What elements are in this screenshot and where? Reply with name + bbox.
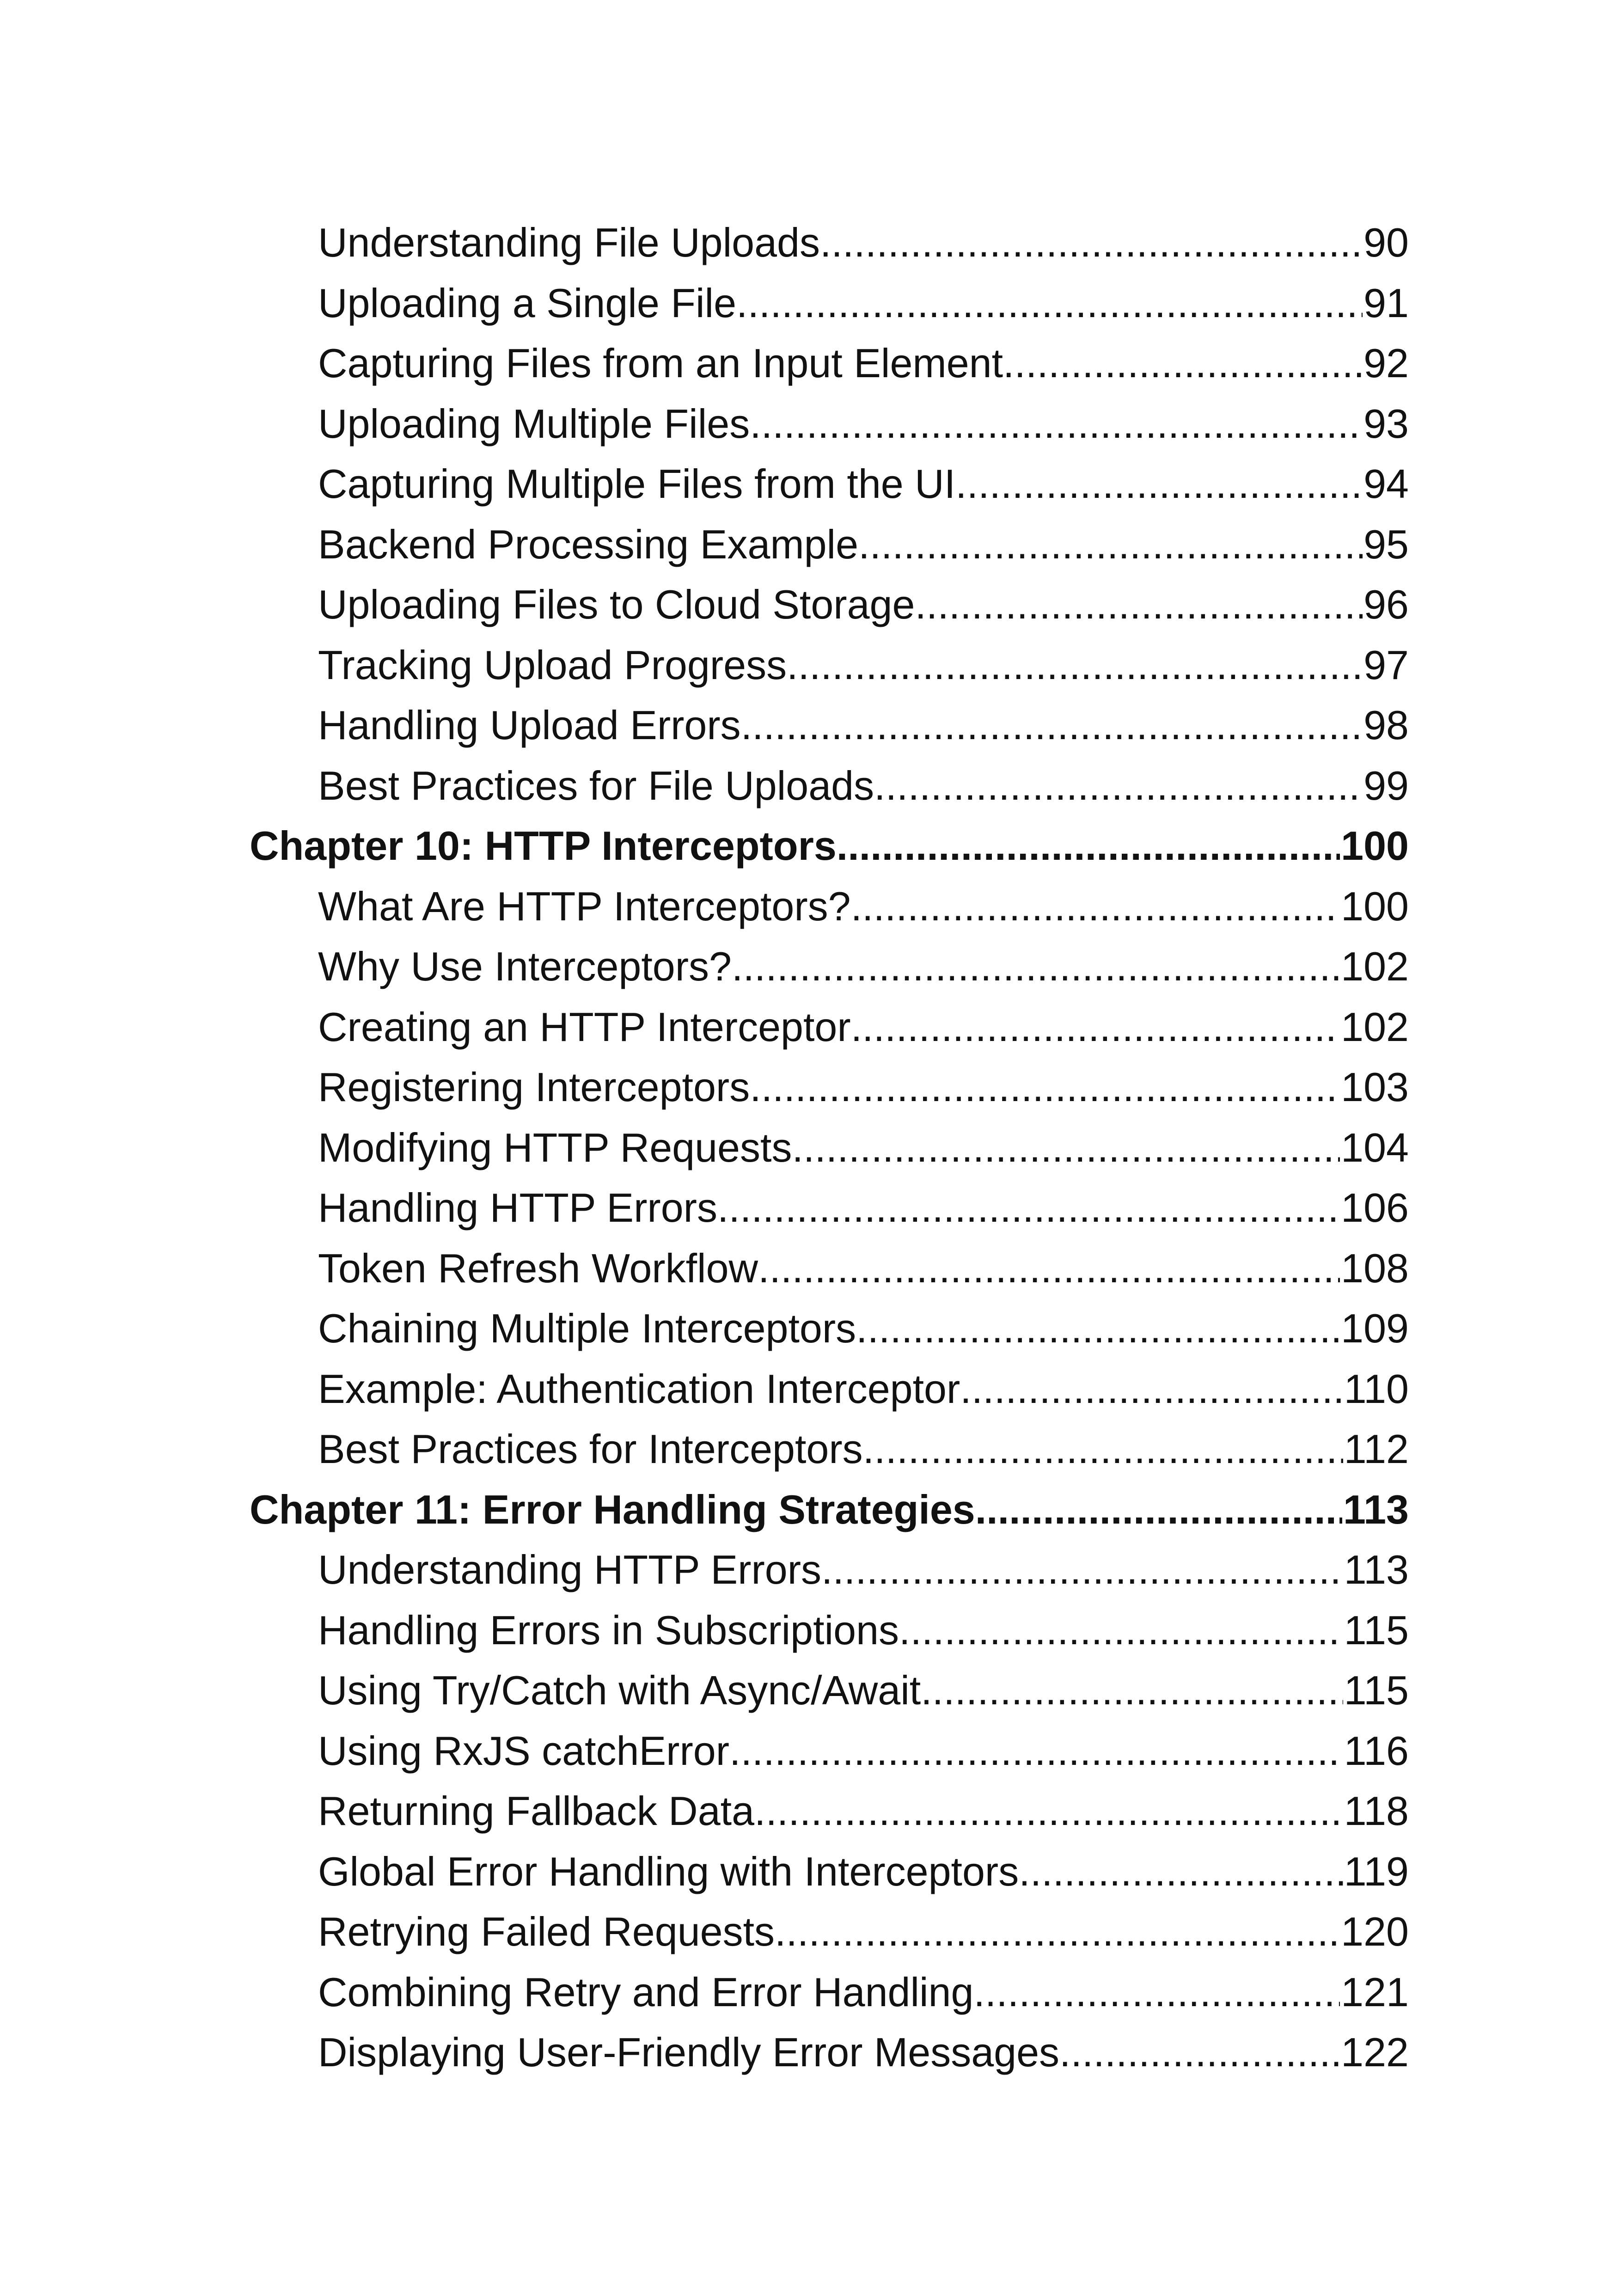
toc-page-number: 99 <box>1363 762 1409 808</box>
toc-page-number: 113 <box>1344 1547 1409 1592</box>
toc-page-number: 113 <box>1343 1486 1409 1532</box>
toc-page-number: 100 <box>1341 883 1409 929</box>
toc-page-number: 94 <box>1363 461 1409 507</box>
toc-dot-leader <box>856 1298 1340 1359</box>
toc-entry-title: What Are HTTP Interceptors? <box>318 883 851 929</box>
toc-entry-title: Uploading Files to Cloud Storage <box>318 582 915 627</box>
toc-page-number: 93 <box>1363 400 1409 447</box>
toc-entry-title: Using Try/Catch with Async/Await <box>318 1667 921 1713</box>
toc-dot-leader <box>837 816 1340 876</box>
toc-dot-leader <box>775 1902 1340 1962</box>
toc-page-number: 115 <box>1344 1607 1409 1653</box>
toc-section-row[interactable] <box>250 2022 1409 2083</box>
toc-dot-leader <box>863 1419 1343 1480</box>
toc-page-number: 122 <box>1341 2029 1409 2075</box>
toc-section-row[interactable] <box>250 394 1409 454</box>
toc-page-number: 92 <box>1363 340 1409 386</box>
toc-dot-leader <box>820 213 1363 273</box>
toc-section-row[interactable] <box>250 1118 1409 1178</box>
toc-section-row[interactable] <box>250 1962 1409 2023</box>
toc-page-number: 103 <box>1341 1064 1409 1110</box>
toc-entry-title: Using RxJS catchError <box>318 1727 730 1774</box>
toc-dot-leader <box>754 1781 1343 1842</box>
toc-dot-leader <box>736 273 1363 334</box>
toc-entry-title: Why Use Interceptors? <box>318 943 732 989</box>
toc-dot-leader <box>1059 2022 1340 2083</box>
toc-entry-title: Best Practices for Interceptors <box>318 1426 863 1472</box>
toc-section-row[interactable] <box>250 1419 1409 1480</box>
toc-dot-leader <box>874 756 1363 816</box>
toc-dot-leader <box>717 1178 1340 1238</box>
toc-page-number: 115 <box>1344 1667 1409 1713</box>
toc-dot-leader <box>750 394 1363 454</box>
toc-dot-leader <box>750 1057 1340 1118</box>
toc-section-row[interactable] <box>250 695 1409 756</box>
toc-entry-title: Registering Interceptors <box>318 1064 750 1110</box>
toc-section-row[interactable] <box>250 213 1409 273</box>
toc-entry-title: Displaying User-Friendly Error Messages <box>318 2029 1060 2075</box>
toc-entry-title: Understanding File Uploads <box>318 220 820 265</box>
toc-entry-title: Tracking Upload Progress <box>318 642 787 688</box>
toc-section-row[interactable] <box>250 1600 1409 1661</box>
toc-dot-leader <box>741 695 1363 756</box>
toc-page-number: 90 <box>1363 220 1409 265</box>
toc-entry-title: Backend Processing Example <box>318 521 859 567</box>
toc-entry-title: Chaining Multiple Interceptors <box>318 1305 856 1351</box>
toc-entry-title: Token Refresh Workflow <box>318 1245 758 1291</box>
toc-entry-title: Handling Errors in Subscriptions <box>318 1607 899 1653</box>
toc-section-row[interactable] <box>250 1359 1409 1420</box>
toc-section-row[interactable] <box>250 635 1409 696</box>
toc-entry-title: Global Error Handling with Interceptors <box>318 1848 1019 1894</box>
toc-dot-leader <box>975 1480 1342 1540</box>
toc-section-row[interactable] <box>250 756 1409 816</box>
toc-section-row[interactable] <box>250 1238 1409 1299</box>
toc-entry-title: Handling HTTP Errors <box>318 1185 717 1231</box>
toc-entry-title: Chapter 10: HTTP Interceptors <box>250 823 837 869</box>
toc-page-number: 109 <box>1341 1305 1409 1351</box>
toc-section-row[interactable] <box>250 1721 1409 1782</box>
toc-page-number: 102 <box>1341 943 1409 989</box>
toc-page-number: 106 <box>1341 1185 1409 1231</box>
toc-dot-leader <box>792 1118 1340 1178</box>
toc-entry-title: Returning Fallback Data <box>318 1788 755 1834</box>
toc-page-number: 100 <box>1341 823 1409 869</box>
toc-page-number: 97 <box>1363 642 1409 688</box>
toc-entry-title: Understanding HTTP Errors <box>318 1547 821 1592</box>
toc-dot-leader <box>921 1660 1343 1721</box>
toc-dot-leader <box>758 1238 1340 1299</box>
toc-dot-leader <box>858 514 1363 575</box>
toc-dot-leader <box>1019 1842 1343 1902</box>
toc-section-row[interactable] <box>250 1781 1409 1842</box>
toc-entry-title: Capturing Multiple Files from the UI <box>318 461 956 507</box>
toc-entry-title: Handling Upload Errors <box>318 702 741 748</box>
toc-page-number: 98 <box>1363 702 1409 748</box>
toc-section-row[interactable] <box>250 273 1409 334</box>
toc-chapter-row[interactable] <box>250 816 1409 876</box>
toc-page-number: 110 <box>1344 1365 1409 1412</box>
toc-page-number: 116 <box>1344 1727 1409 1774</box>
toc-dot-leader <box>851 997 1340 1058</box>
toc-dot-leader <box>1003 333 1363 394</box>
toc-dot-leader <box>787 635 1363 696</box>
toc-entry-title: Combining Retry and Error Handling <box>318 1969 974 2015</box>
toc-section-row[interactable] <box>250 333 1409 394</box>
toc-entry-title: Example: Authentication Interceptor <box>318 1365 960 1412</box>
toc-entry-title: Capturing Files from an Input Element <box>318 340 1003 386</box>
toc-section-row[interactable] <box>250 1298 1409 1359</box>
toc-page-number: 96 <box>1363 582 1409 627</box>
toc-entry-title: Modifying HTTP Requests <box>318 1124 792 1170</box>
toc-page-number: 121 <box>1341 1969 1409 2015</box>
toc-section-row[interactable] <box>250 575 1409 635</box>
toc-entry-title: Creating an HTTP Interceptor <box>318 1004 851 1050</box>
toc-section-row[interactable] <box>250 1842 1409 1902</box>
toc-dot-leader <box>899 1600 1343 1661</box>
toc-page-number: 95 <box>1363 521 1409 567</box>
toc-page-number: 120 <box>1341 1909 1409 1954</box>
toc-dot-leader <box>955 454 1363 514</box>
toc-section-row[interactable] <box>250 1660 1409 1721</box>
toc-chapter-row[interactable] <box>250 1480 1409 1540</box>
toc-page-number: 102 <box>1341 1004 1409 1050</box>
toc-page-number: 119 <box>1344 1848 1409 1894</box>
toc-section-row[interactable] <box>250 514 1409 575</box>
toc-dot-leader <box>915 575 1363 635</box>
toc-entry-title: Best Practices for File Uploads <box>318 762 874 808</box>
toc-section-row[interactable] <box>250 1902 1409 1962</box>
toc-section-row[interactable] <box>250 454 1409 514</box>
toc-entry-title: Retrying Failed Requests <box>318 1909 775 1954</box>
toc-dot-leader <box>851 876 1340 937</box>
toc-dot-leader <box>960 1359 1343 1420</box>
toc-entry-title: Uploading a Single File <box>318 280 737 326</box>
toc-page-number: 91 <box>1363 280 1409 326</box>
toc-section-row[interactable] <box>250 1057 1409 1118</box>
toc-section-row[interactable] <box>250 1540 1409 1600</box>
toc-dot-leader <box>821 1540 1343 1600</box>
toc-entry-title: Uploading Multiple Files <box>318 400 750 447</box>
toc-section-row[interactable] <box>250 1178 1409 1238</box>
table-of-contents <box>250 213 1409 2083</box>
toc-section-row[interactable] <box>250 876 1409 937</box>
toc-entry-title: Chapter 11: Error Handling Strategies <box>250 1486 975 1532</box>
toc-dot-leader <box>973 1962 1340 2023</box>
toc-section-row[interactable] <box>250 937 1409 997</box>
toc-dot-leader <box>732 937 1340 997</box>
toc-page-number: 104 <box>1341 1124 1409 1170</box>
toc-page-number: 118 <box>1344 1788 1409 1834</box>
toc-page-number: 108 <box>1341 1245 1409 1291</box>
toc-page-number: 112 <box>1344 1426 1409 1472</box>
toc-dot-leader <box>729 1721 1343 1782</box>
toc-section-row[interactable] <box>250 997 1409 1058</box>
